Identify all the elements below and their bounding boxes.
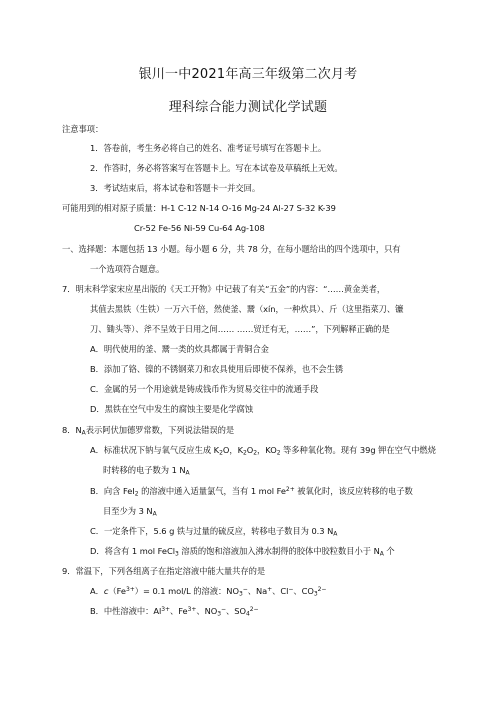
atomic-mass-line-1: 可能用到的相对原子质量：H-1 C-12 N-14 O-16 Mg-24 Al-27 S-32 K-39 <box>62 203 336 213</box>
atomic-mass-line-2: Cr-52 Fe-56 Ni-59 Cu-64 Ag-108 <box>134 223 265 233</box>
q7-stem-line-2: 其值去黑铁（生铁）一万六千倍，然使釜、鬵（xín，一种炊具）、斤（这里指菜刀、镰 <box>90 304 404 314</box>
note-item-3: 3．考试结束后，将本试卷和答题卡一并交回。 <box>90 183 261 193</box>
q8-option-c: C．一定条件下，5.6 g 铁与过量的硫反应，转移电子数目为 0.3 $N_A$ <box>90 526 338 538</box>
q7-option-c: C．金属的另一个用途就是铸成钱币作为贸易交往中的流通手段 <box>90 384 319 394</box>
q8-option-b-line-2: 目至少为 3 $N_A$ <box>103 506 157 518</box>
q7-option-d: D．黑铁在空气中发生的腐蚀主要是化学腐蚀 <box>90 404 254 414</box>
notes-heading: 注意事项： <box>62 124 104 134</box>
q9-option-b: B．中性溶液中：$Al^{3+}$、$Fe^{3+}$、$NO_3^-$、$SO_4^{2-}$ <box>90 606 259 618</box>
q8-option-a-line-1: A．标准状况下钠与氧气反应生成 $K_2O$，$K_2O_2$，$KO_2$ 等多种氧化物。现有 39g 钾在空气中燃烧 <box>90 445 436 457</box>
q8-option-a-line-2: 时转移的电子数为 1 $N_A$ <box>103 465 190 477</box>
exam-subtitle: 理科综合能力测试化学试题 <box>168 100 328 115</box>
note-item-1: 1．答卷前，考生务必将自己的姓名、准考证号填写在答题卡上。 <box>90 143 327 153</box>
exam-title: 银川一中2021年高三年级第二次月考 <box>138 67 358 82</box>
q7-option-a: A．明代使用的釜、鬵一类的炊具都属于青铜合金 <box>90 344 269 354</box>
q7-option-b: B．添加了铬、镍的不锈钢菜刀和农具使用后即使不保养，也不会生锈 <box>90 364 344 374</box>
q7-stem-line-3: 刀、锄头等）、斧不呈效于日用之间…… ……贸迁有无，……”，下列解释正确的是 <box>90 324 390 334</box>
q8-stem: 8．$N_A$表示阿伏加德罗常数，下列说法错误的是 <box>62 425 235 437</box>
q7-stem-line-1: 7．明末科学家宋应星出版的《天工开物》中记载了有关“五金”的内容：“……黄金美者， <box>62 284 386 294</box>
q8-option-d: D．将含有 1 mol FeCl$_3$ 溶质的饱和溶液加入沸水制得的胶体中胶粒数目小于 $N_A$ 个 <box>90 546 395 558</box>
note-item-2: 2．作答时，务必将答案写在答题卡上。写在本试卷及草稿纸上无效。 <box>90 163 343 173</box>
section-heading-line-1: 一、选择题：本题包括 13 小题。每小题 6 分，共 78 分，在每小题给出的四个选项中，只有 <box>62 244 401 254</box>
q8-option-b-line-1: B．向含 FeI$_2$ 的溶液中通入适量氯气，当有 1 mol $Fe^{2+}$ 被氧化时，该反应转移的电子数 <box>90 486 413 498</box>
q9-stem: 9．常温下，下列各组离子在指定溶液中能大量共存的是 <box>62 566 266 576</box>
section-heading-line-2: 一个选项符合题意。 <box>90 264 165 274</box>
q9-option-a: A．$c(Fe^{3+})= 0.1$ mol/L 的溶液：$NO_3^-$、Na+、Cl−、$CO_3^{2-}$ <box>90 586 327 598</box>
